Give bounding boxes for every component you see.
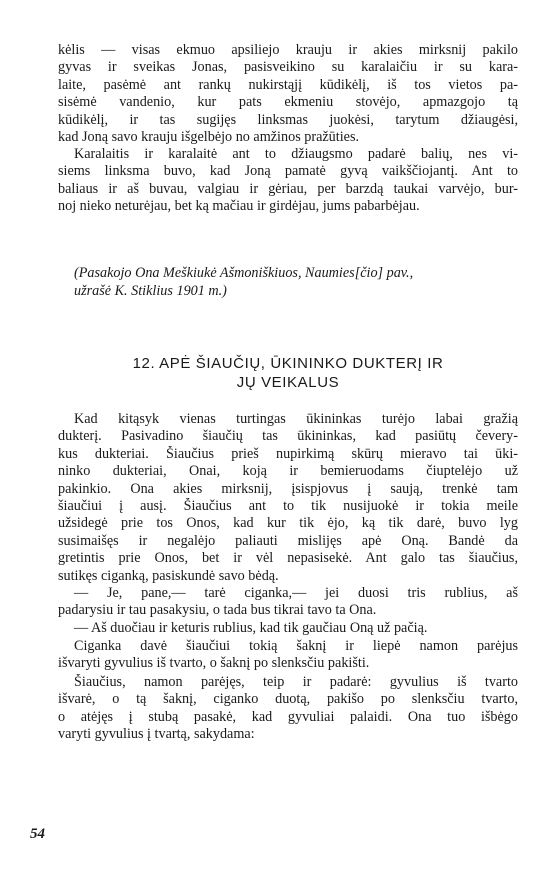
story-paragraph-1	[58, 411, 518, 585]
text-line: išvarė, o tą šaknį, ciganko duotą, pakišo po slenksčiu tvarto,	[58, 691, 518, 708]
text-line: varyti gyvulius į tvartą, sakydama:	[58, 726, 255, 743]
text-line: kūdikėlį, ir tas sugijęs linksmas juokėsi, tarytum džiaugėsi,	[58, 111, 518, 128]
chapter-title-line: 12. APĖ ŠIAUČIŲ, ŪKININKO DUKTERĮ IR	[132, 355, 444, 372]
text-line: kus dukteriai. Šiaučius prieš nupirkimą skūrų mieravo tai ūki-	[58, 445, 518, 462]
text-line: o atėjęs į stubą pasakė, kad gyvuliai palaidi. Ona tuo išbėgo	[58, 708, 518, 725]
paragraph-top	[58, 42, 518, 146]
text-line: Ciganka davė šiaučiui tokią šaknį ir liepė namon parėjus	[74, 638, 518, 654]
text-line: noj nieko neturėjau, bet ką mačiau ir girdėjau, jums pabarbėjau.	[58, 198, 420, 215]
text-line: dukterį. Pasivadino šiaučių tas ūkininkas, kad pasiūtų čevery-	[58, 428, 518, 445]
text-line: sisėmė vandenio, kur pats ekmeniu stovėjo, apmazgojo tą	[58, 94, 518, 111]
text-line: — Je, pane,— tarė ciganka,— jei duosi tris rublius, aš	[74, 585, 518, 601]
text-line: ninko dukteriai, Onai, koją ir bemieruodams čiuptelėjo už	[58, 463, 518, 480]
story-paragraph-4	[58, 638, 518, 673]
citation-line: užrašė K. Stiklius 1901 m.)	[74, 283, 227, 299]
text-line: gyvas ir sveikas Jonas, pasisveikino su karalaičiu ir su kara-	[58, 59, 518, 76]
chapter-title-line: JŲ VEIKALUS	[236, 374, 340, 391]
text-line: gretintis prie Onos, bet ir vėl nepasisekė. Ant galo tas šiaučius,	[58, 550, 518, 567]
story-paragraph-3	[58, 620, 518, 637]
text-line: susimaišęs ir negalėjo paliauti mislijęs apė Oną. Bandė da	[58, 532, 518, 549]
text-line: užsidegė prie tos Onos, kad kur tik ėjo, ką tik darė, buvo lyg	[58, 515, 518, 532]
text-line: siems linksma buvo, kad Joną pamatė gyvą vaikščiojantį. Ant to	[58, 163, 518, 180]
chapter-title	[58, 354, 518, 392]
text-line: pakinkio. Ona akies mirksnij, įsispjovus į saują, trenkė tam	[58, 480, 518, 497]
text-line: šiaučiui į ausį. Šiaučius ant to tik nusijuokė ir tokia meile	[58, 497, 518, 514]
text-line: Šiaučius, namon parėjęs, teip ir padarė: gyvulius iš tvarto	[74, 674, 518, 690]
text-line: Karalaitis ir karalaitė ant to džiaugsmo padarė balių, nes vi-	[74, 146, 518, 162]
text-line: sutikęs ciganką, pasiskundė savo bėdą.	[58, 567, 279, 584]
text-line: baliaus ir aš buvau, valgiau ir gėriau, per barzdą taukai varvėjo, bur-	[58, 180, 518, 197]
citation-line: (Pasakojo Ona Meškiukė Ašmoniškiuos, Naumies[čio] pav.,	[74, 265, 414, 281]
paragraph-second	[58, 146, 518, 216]
text-line: laite, pasėmė ant rankų nukirstąjį kūdikėlį, iš tos vietos pa-	[58, 76, 518, 93]
text-line: kėlis — visas ekmuo apsiliejo krauju ir akies mirksnij pakilo	[58, 42, 518, 58]
story-paragraph-2	[58, 585, 518, 620]
story-paragraph-5	[58, 674, 518, 744]
text-line: — Aš duočiau ir keturis rublius, kad tik gaučiau Oną už pačią.	[74, 620, 428, 636]
source-citation	[74, 264, 524, 300]
text-line: padarysiu ir tau pasakysiu, o tada bus tikrai tavo ta Ona.	[58, 602, 377, 619]
page-number: 54	[30, 826, 45, 842]
text-line: kad Joną savo krauju išgelbėjo no amžinos pražūties.	[58, 128, 360, 145]
text-line: išvaryti gyvulius iš tvarto, o šaknį po slenksčiu pakišti.	[58, 655, 370, 672]
text-line: Kad kitąsyk vienas turtingas ūkininkas turėjo labai gražią	[74, 411, 518, 427]
